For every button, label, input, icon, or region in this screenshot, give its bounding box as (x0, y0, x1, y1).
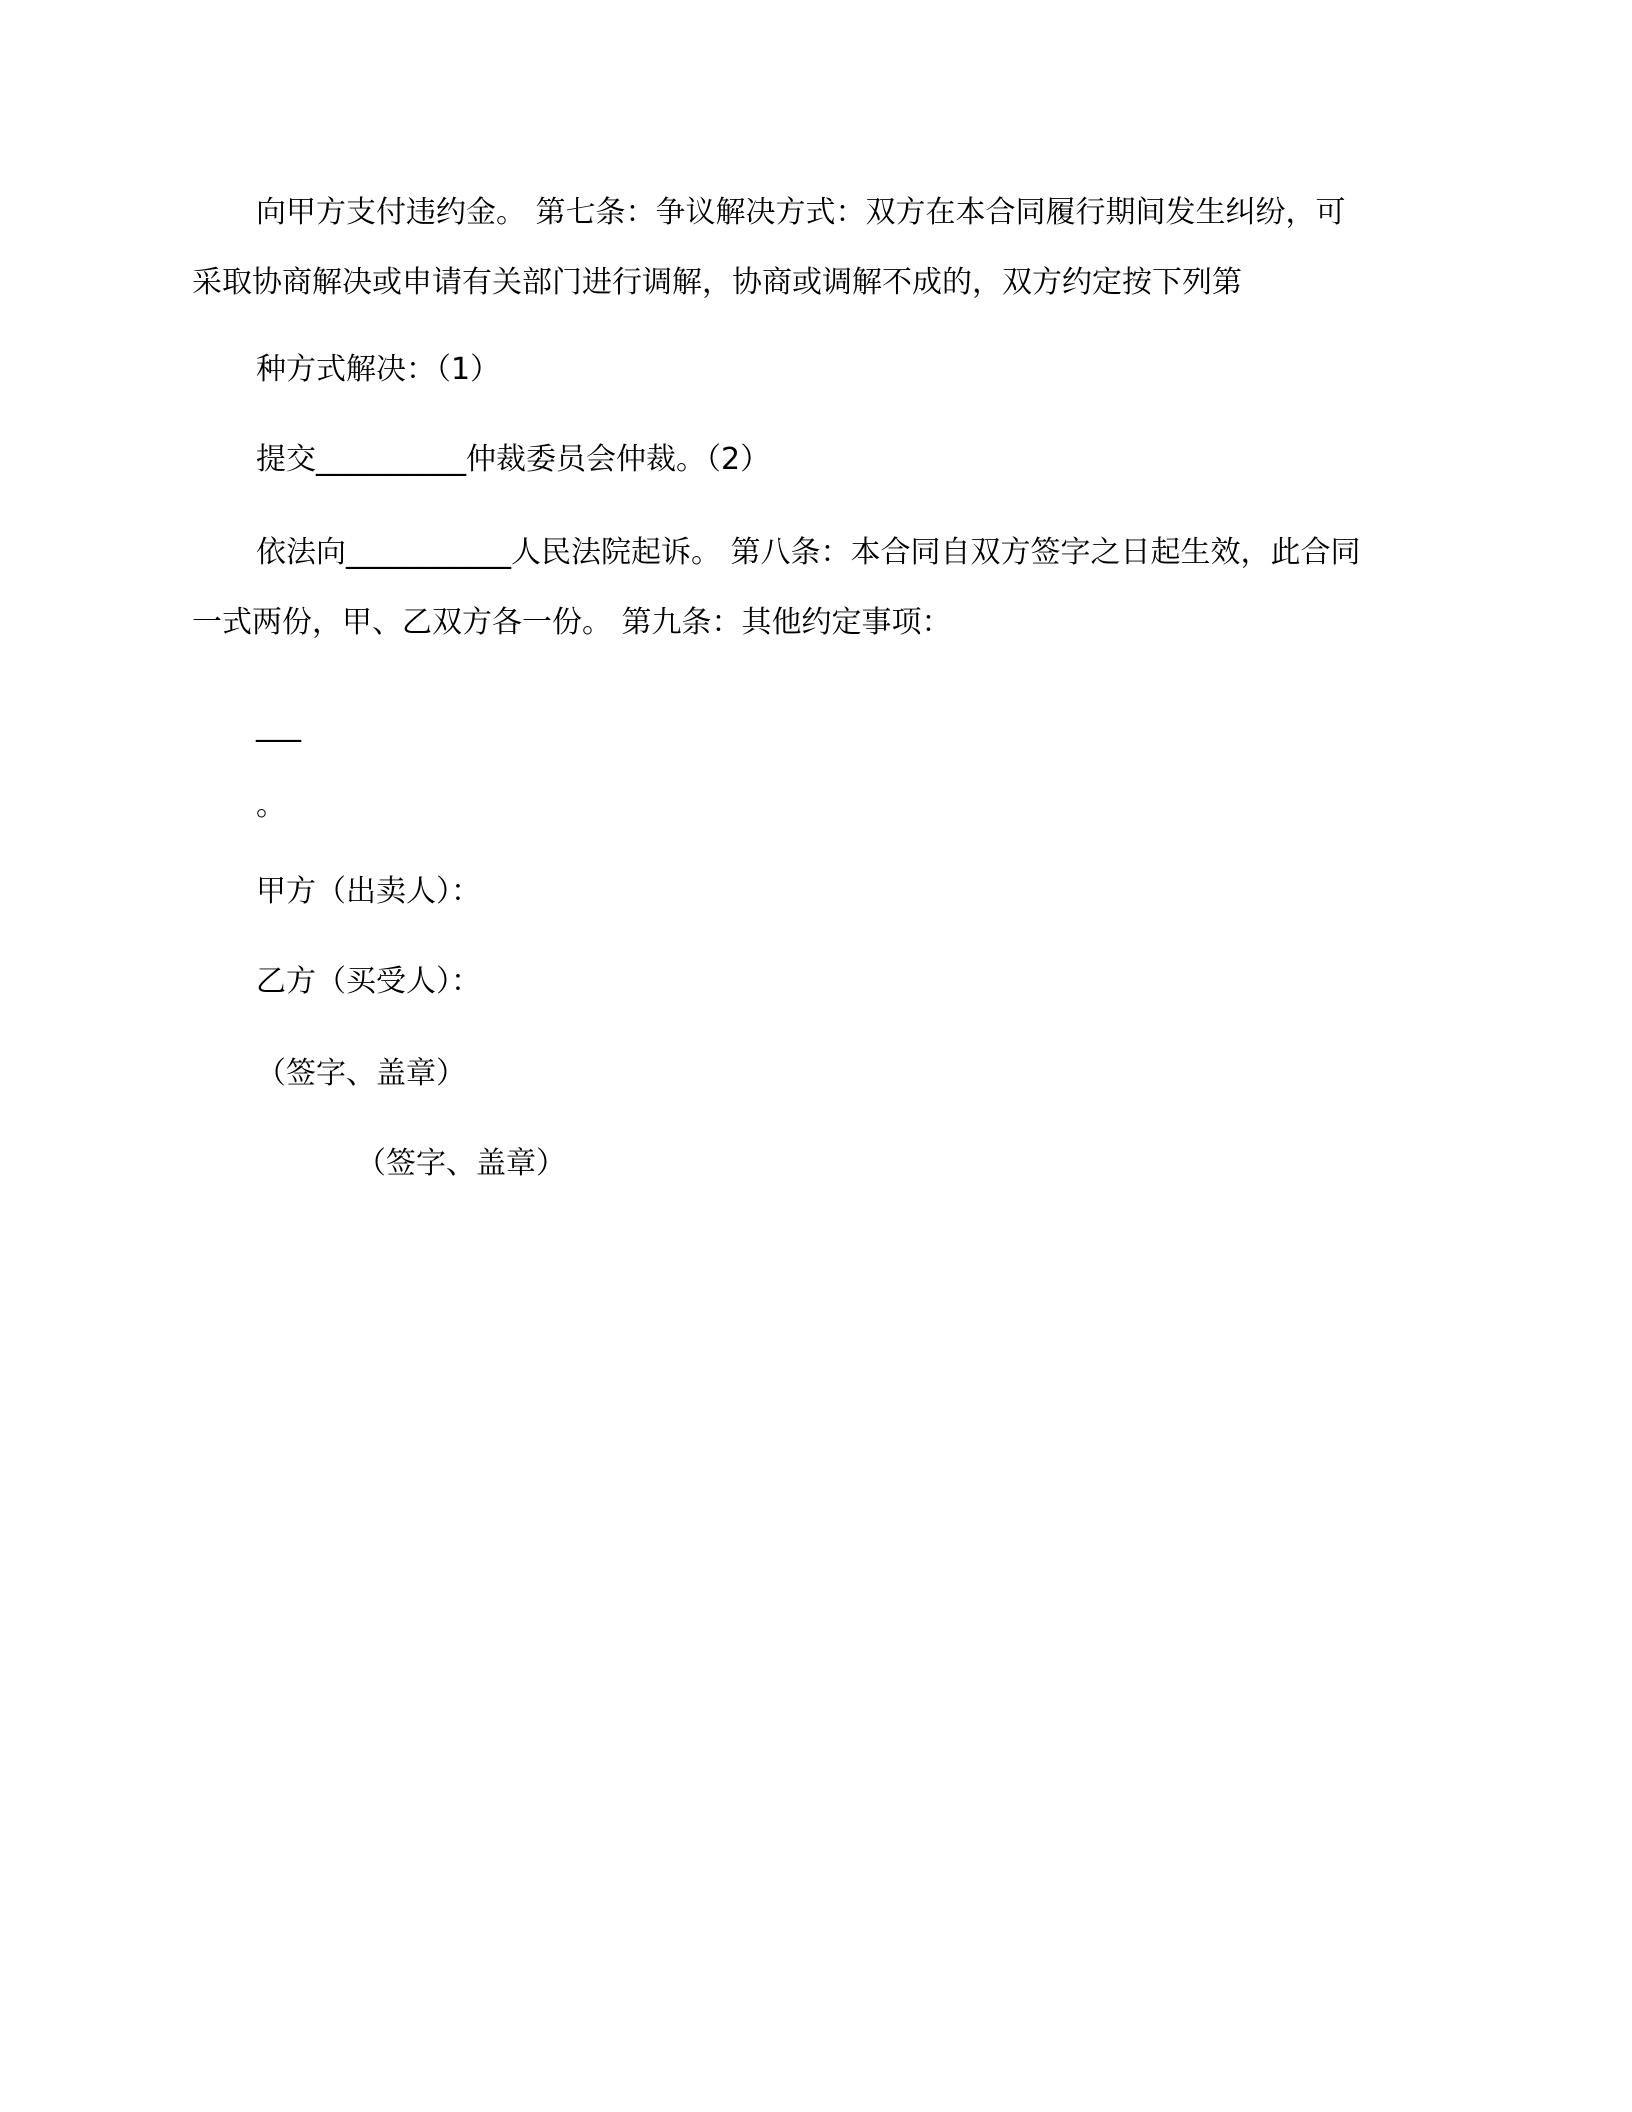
party-b-label: 乙方（买受人）： (256, 964, 481, 999)
paragraph-arbitration: 提交__________仲裁委员会仲裁。（2） (256, 442, 771, 477)
paragraph-line: 向甲方支付违约金。 第七条：争议解决方式：双方在本合同履行期间发生纠纷，可 (256, 195, 1346, 230)
party-a-label: 甲方（出卖人）： (256, 874, 481, 909)
signature-b-label: （签字、盖章） (356, 1146, 566, 1181)
paragraph-resolution-method: 种方式解决：（1） (256, 352, 501, 387)
period-mark: 。 (256, 788, 286, 823)
blank-line: ___ (256, 708, 301, 743)
paragraph-line: 依法向___________人民法院起诉。 第八条：本合同自双方签字之日起生效，此合同 (256, 535, 1361, 570)
paragraph-dispute-resolution (192, 178, 1442, 318)
signature-a-label: （签字、盖章） (256, 1056, 466, 1091)
paragraph-court-effective (192, 518, 1442, 658)
paragraph-line: 采取协商解决或申请有关部门进行调解，协商或调解不成的，双方约定按下列第 (192, 265, 1242, 300)
paragraph-line: 一式两份，甲、乙双方各一份。 第九条：其他约定事项： (192, 605, 952, 640)
